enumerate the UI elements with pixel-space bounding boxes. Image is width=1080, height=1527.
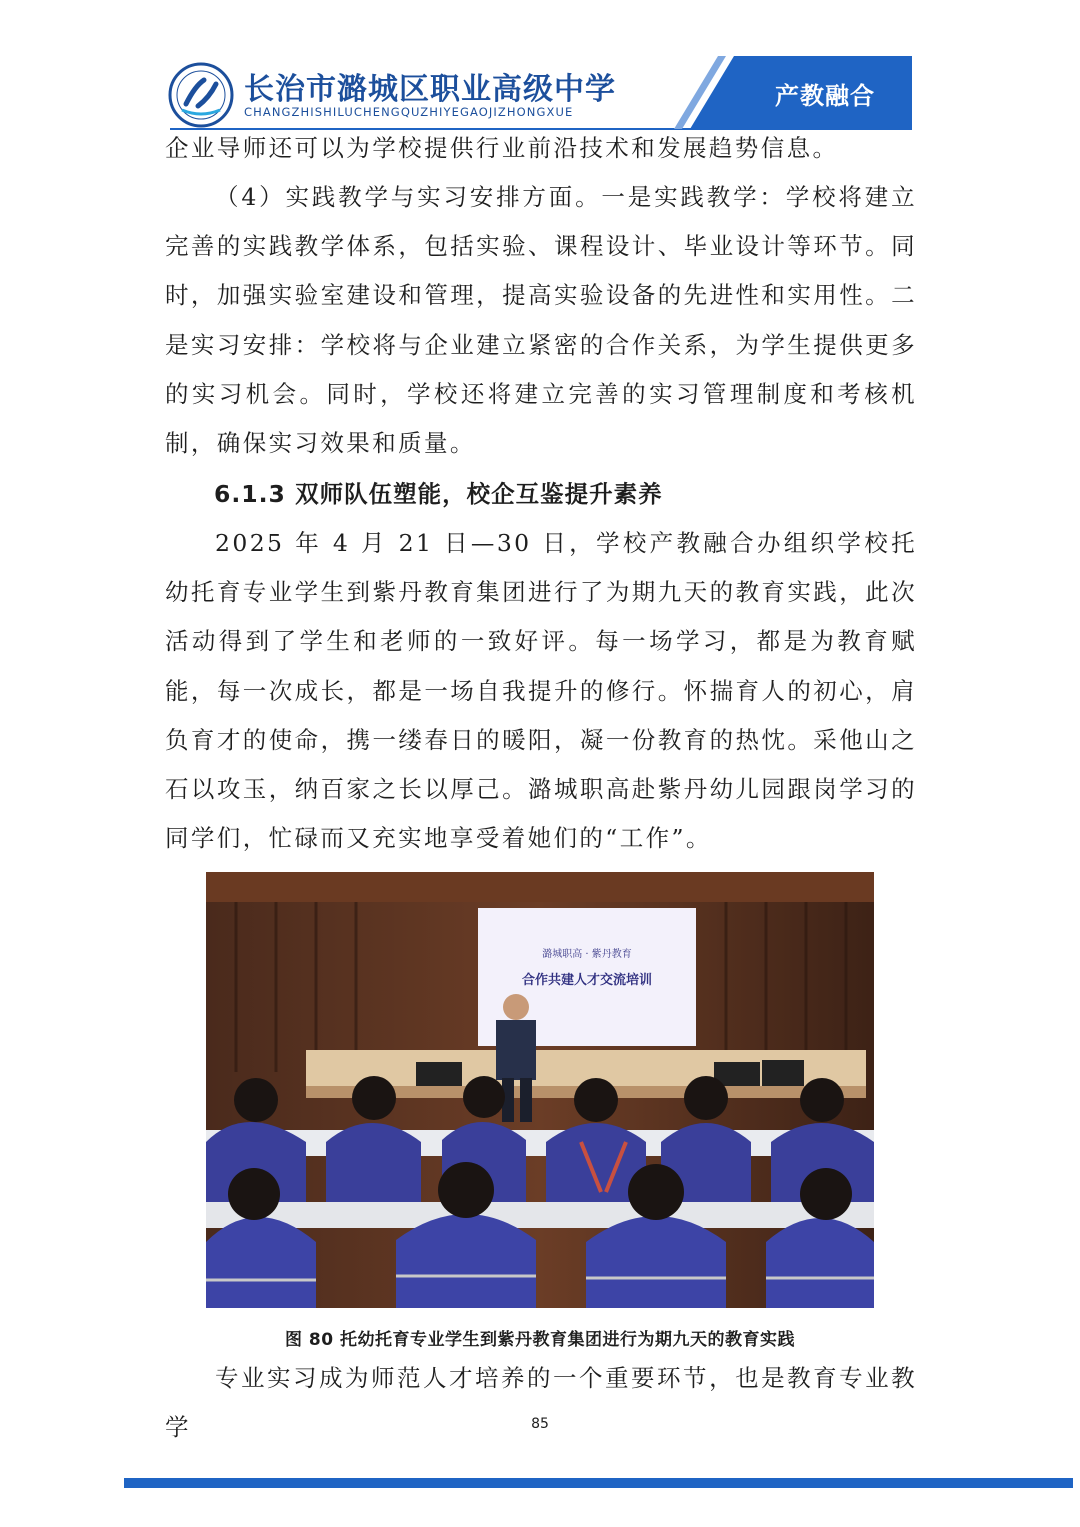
footer-bar bbox=[124, 1478, 1073, 1488]
page-number: 85 bbox=[531, 1416, 549, 1432]
section-heading: 6.1.3 双师队伍塑能，校企互鉴提升素养 bbox=[214, 480, 663, 508]
paragraph-1: 企业导师还可以为学校提供行业前沿技术和发展趋势信息。 bbox=[165, 134, 839, 162]
school-name: 长治市潞城区职业高级中学 bbox=[244, 72, 616, 107]
section-tag: 产教融合 bbox=[775, 82, 875, 110]
school-pinyin: CHANGZHISHILUCHENGQUZHIYEGAOJIZHONGXUE bbox=[244, 105, 574, 119]
paragraph-3: 2025 年 4 月 21 日—30 日，学校产教融合办组织学校托幼托育专业学生到紫丹教育集团进行了为期九天的教育实践，此次活动得到了学生和老师的一致好评。每一场学习，都是为教育赋能，每一次成长，都是一场自我提升的修行。怀揣育人的初心，肩负育才的使命，携一缕春日的暖阳，凝一份教育的热忱。采他山之石以攻玉，纳百家之长以厚己。潞城职高赴紫丹幼儿园跟岗学习的同学们，忙碌而又充实地享受着她们的“工作”。 bbox=[165, 529, 917, 853]
paragraph-2: （4）实践教学与实习安排方面。一是实践教学：学校将建立完善的实践教学体系，包括实验、课程设计、毕业设计等环节。同时，加强实验室建设和管理，提高实验设备的先进性和实用性。二是实习安排：学校将与企业建立紧密的合作关系，为学生提供更多的实习机会。同时，学校还将建立完善的实习管理制度和考核机制，确保实习效果和质量。 bbox=[165, 183, 917, 458]
paragraph-4: 专业实习成为师范人才培养的一个重要环节，也是教育专业教学 bbox=[165, 1364, 917, 1442]
screen-title-line-1: 潞城职高 · 紫丹教育 bbox=[542, 949, 632, 960]
figure-caption: 图 80 托幼托育专业学生到紫丹教育集团进行为期九天的教育实践 bbox=[285, 1330, 795, 1350]
school-logo-icon bbox=[168, 62, 234, 128]
training-photo bbox=[206, 872, 874, 1308]
screen-title-line-2: 合作共建人才交流培训 bbox=[521, 973, 653, 988]
